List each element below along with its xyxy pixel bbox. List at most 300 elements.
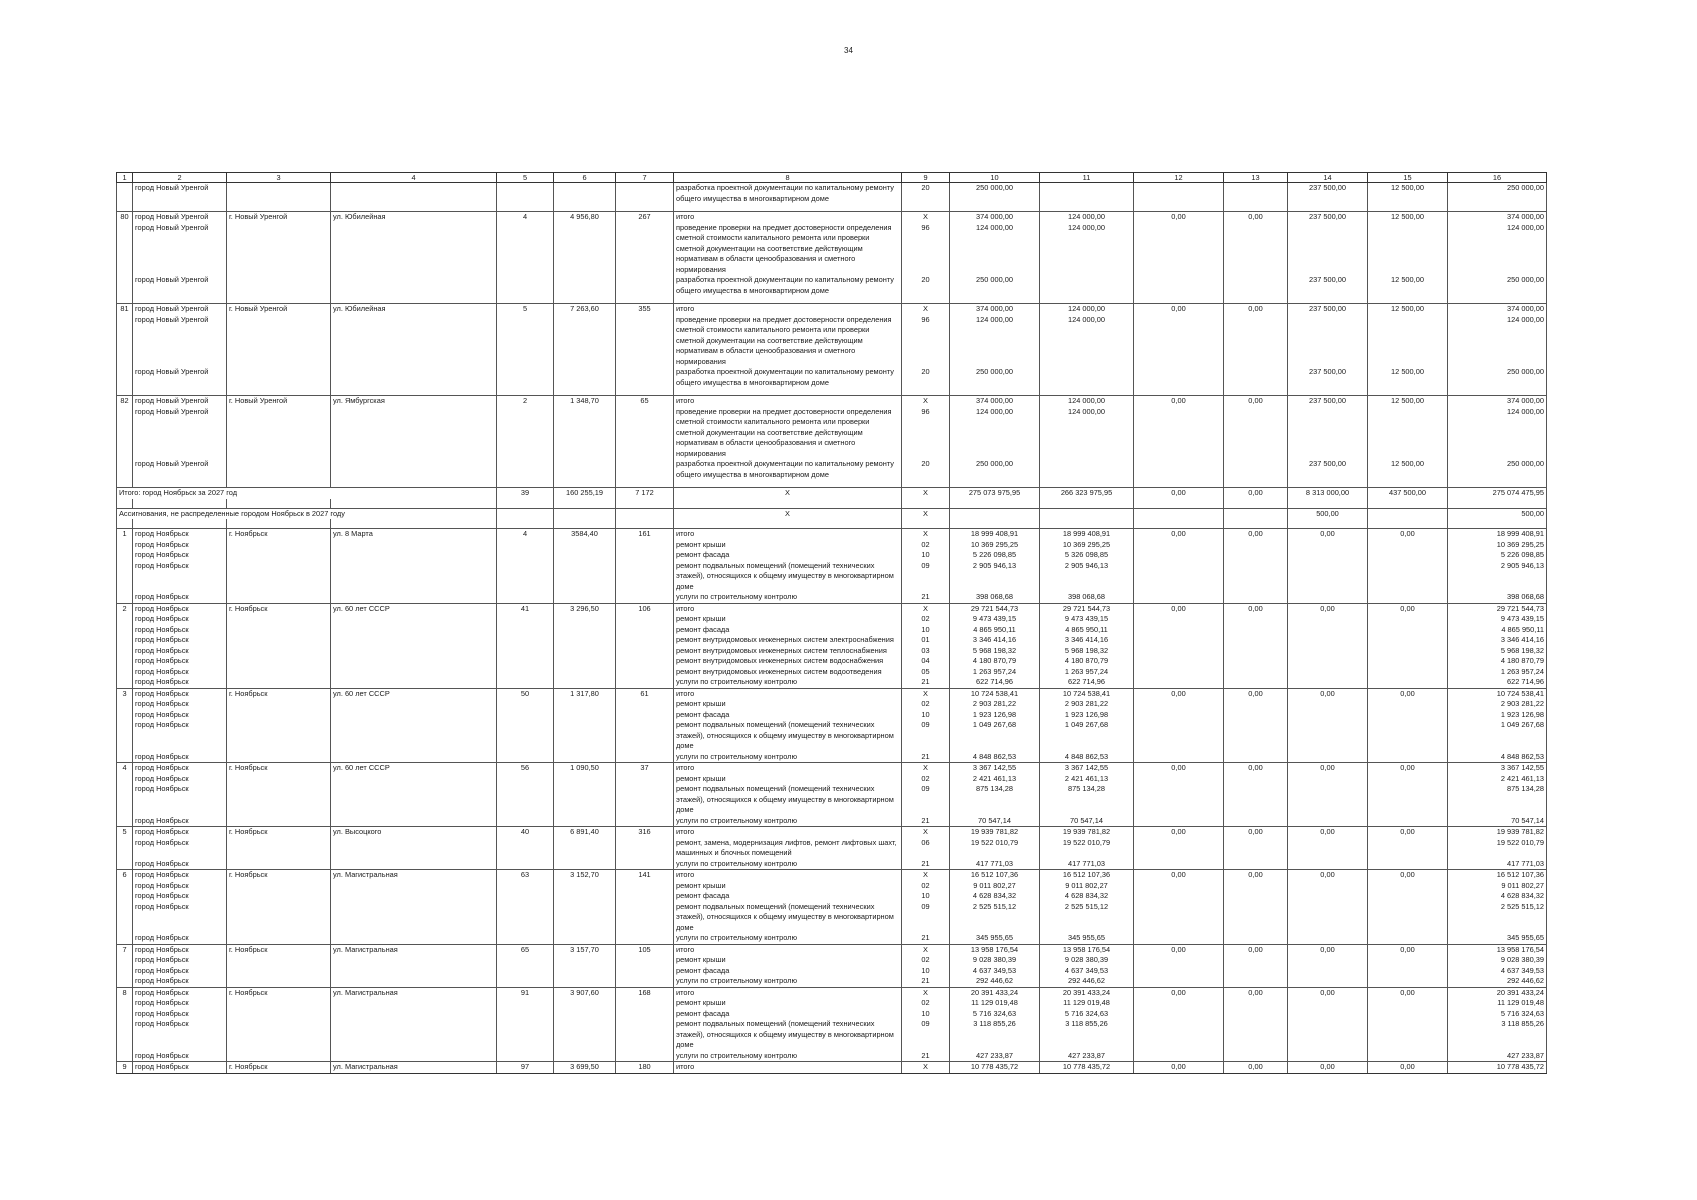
empty-cell bbox=[331, 204, 497, 212]
empty-cell bbox=[902, 499, 950, 509]
local-budget-cell bbox=[1224, 774, 1288, 785]
work-type-cell: итого bbox=[674, 870, 902, 881]
area-cell bbox=[554, 407, 616, 460]
row-number-cell: 3 bbox=[117, 688, 133, 699]
local-budget-cell: 0,00 bbox=[1224, 529, 1288, 540]
area-cell: 7 263,60 bbox=[554, 304, 616, 315]
municipality-cell: город Ноябрьск bbox=[133, 540, 227, 551]
grand-total-cell: 1 923 126,98 bbox=[1448, 710, 1547, 721]
total-cost-cell: 16 512 107,36 bbox=[950, 870, 1040, 881]
work-type-cell: X bbox=[674, 508, 902, 519]
fund-cost-cell: 4 865 950,11 bbox=[1040, 625, 1134, 636]
grand-total-cell: 374 000,00 bbox=[1448, 304, 1547, 315]
column-number: 7 bbox=[616, 173, 674, 183]
total-cost-cell: 374 000,00 bbox=[950, 304, 1040, 315]
settlement-cell bbox=[227, 540, 331, 551]
budget-cost-cell bbox=[1134, 998, 1224, 1009]
local-budget-cell: 0,00 bbox=[1224, 488, 1288, 499]
local-budget-cell bbox=[1224, 699, 1288, 710]
empty-cell bbox=[1368, 204, 1448, 212]
work-code-cell: 96 bbox=[902, 315, 950, 368]
column-number: 12 bbox=[1134, 173, 1224, 183]
local-budget-cell bbox=[1224, 784, 1288, 816]
column-number: 8 bbox=[674, 173, 902, 183]
settlement-cell: г. Ноябрьск bbox=[227, 1062, 331, 1074]
work-code-cell: X bbox=[902, 987, 950, 998]
empty-cell bbox=[1224, 388, 1288, 396]
local-budget-cell bbox=[1224, 592, 1288, 603]
work-code-cell: 02 bbox=[902, 540, 950, 551]
work-code-cell: 21 bbox=[902, 816, 950, 827]
work-type-cell: итого bbox=[674, 987, 902, 998]
area-cell: 1 317,80 bbox=[554, 688, 616, 699]
other-funds-cell: 12 500,00 bbox=[1368, 304, 1448, 315]
street-cell bbox=[331, 699, 497, 710]
total-cost-cell: 4 865 950,11 bbox=[950, 625, 1040, 636]
street-cell: ул. Ямбургская bbox=[331, 396, 497, 407]
settlement-cell bbox=[227, 998, 331, 1009]
other-funds-cell bbox=[1368, 752, 1448, 763]
empty-cell bbox=[331, 519, 497, 529]
fund-cost-cell: 2 905 946,13 bbox=[1040, 561, 1134, 593]
empty-cell bbox=[331, 388, 497, 396]
residents-cell bbox=[616, 1009, 674, 1020]
fund-cost-cell: 4 628 834,32 bbox=[1040, 891, 1134, 902]
budget-cost-cell: 0,00 bbox=[1134, 987, 1224, 998]
area-cell bbox=[554, 838, 616, 859]
work-code-cell: 21 bbox=[902, 1051, 950, 1062]
total-cost-cell: 2 905 946,13 bbox=[950, 561, 1040, 593]
row-number-cell bbox=[117, 667, 133, 678]
work-code-cell: 02 bbox=[902, 998, 950, 1009]
owners-funds-cell: 237 500,00 bbox=[1288, 212, 1368, 223]
local-budget-cell bbox=[1224, 677, 1288, 688]
empty-cell bbox=[1368, 296, 1448, 304]
other-funds-cell: 0,00 bbox=[1368, 987, 1448, 998]
area-cell bbox=[554, 976, 616, 987]
budget-cost-cell: 0,00 bbox=[1134, 1062, 1224, 1074]
house-number-cell: 91 bbox=[497, 987, 554, 998]
work-type-cell: ремонт крыши bbox=[674, 998, 902, 1009]
empty-cell bbox=[133, 296, 227, 304]
settlement-cell bbox=[227, 784, 331, 816]
empty-cell bbox=[117, 204, 133, 212]
municipality-cell: город Ноябрьск bbox=[133, 933, 227, 944]
local-budget-cell bbox=[1224, 998, 1288, 1009]
municipality-cell: город Новый Уренгой bbox=[133, 223, 227, 276]
house-number-cell: 4 bbox=[497, 529, 554, 540]
empty-cell bbox=[1288, 480, 1368, 488]
area-cell: 1 090,50 bbox=[554, 763, 616, 774]
owners-funds-cell: 0,00 bbox=[1288, 944, 1368, 955]
total-cost-cell: 3 346 414,16 bbox=[950, 635, 1040, 646]
empty-cell bbox=[133, 388, 227, 396]
house-number-cell bbox=[497, 592, 554, 603]
row-number-cell bbox=[117, 540, 133, 551]
repair-program-table bbox=[116, 172, 1547, 1074]
area-cell bbox=[554, 592, 616, 603]
settlement-cell bbox=[227, 592, 331, 603]
budget-cost-cell bbox=[1134, 699, 1224, 710]
empty-cell bbox=[950, 519, 1040, 529]
empty-cell bbox=[1368, 388, 1448, 396]
area-cell bbox=[554, 625, 616, 636]
work-type-cell: итого bbox=[674, 944, 902, 955]
budget-cost-cell bbox=[1134, 550, 1224, 561]
settlement-cell bbox=[227, 976, 331, 987]
municipality-cell: город Ноябрьск bbox=[133, 720, 227, 752]
empty-cell bbox=[497, 519, 554, 529]
grand-total-cell: 124 000,00 bbox=[1448, 315, 1547, 368]
fund-cost-cell: 124 000,00 bbox=[1040, 212, 1134, 223]
house-number-cell bbox=[497, 816, 554, 827]
budget-cost-cell bbox=[1134, 1009, 1224, 1020]
total-cost-cell: 374 000,00 bbox=[950, 396, 1040, 407]
house-number-cell bbox=[497, 407, 554, 460]
row-number-cell: 6 bbox=[117, 870, 133, 881]
empty-cell bbox=[117, 296, 133, 304]
settlement-cell bbox=[227, 614, 331, 625]
other-funds-cell: 12 500,00 bbox=[1368, 183, 1448, 205]
budget-cost-cell: 0,00 bbox=[1134, 304, 1224, 315]
empty-cell bbox=[1224, 296, 1288, 304]
house-number-cell: 97 bbox=[497, 1062, 554, 1074]
local-budget-cell bbox=[1224, 407, 1288, 460]
local-budget-cell bbox=[1224, 859, 1288, 870]
municipality-cell: город Новый Уренгой bbox=[133, 275, 227, 296]
work-code-cell: 09 bbox=[902, 902, 950, 934]
other-funds-cell bbox=[1368, 976, 1448, 987]
grand-total-cell: 345 955,65 bbox=[1448, 933, 1547, 944]
fund-cost-cell: 10 369 295,25 bbox=[1040, 540, 1134, 551]
fund-cost-cell: 19 522 010,79 bbox=[1040, 838, 1134, 859]
owners-funds-cell: 0,00 bbox=[1288, 603, 1368, 614]
settlement-cell bbox=[227, 183, 331, 205]
row-number-cell bbox=[117, 459, 133, 480]
settlement-cell: г. Ноябрьск bbox=[227, 763, 331, 774]
row-number-cell: 7 bbox=[117, 944, 133, 955]
owners-funds-cell bbox=[1288, 933, 1368, 944]
owners-funds-cell: 237 500,00 bbox=[1288, 459, 1368, 480]
row-number-cell bbox=[117, 966, 133, 977]
row-number-cell bbox=[117, 646, 133, 657]
municipality-cell: город Ноябрьск bbox=[133, 902, 227, 934]
municipality-cell: город Ноябрьск bbox=[133, 998, 227, 1009]
work-type-cell: ремонт крыши bbox=[674, 881, 902, 892]
total-cost-cell: 275 073 975,95 bbox=[950, 488, 1040, 499]
settlement-cell bbox=[227, 891, 331, 902]
area-cell bbox=[554, 1019, 616, 1051]
residents-cell: 180 bbox=[616, 1062, 674, 1074]
grand-total-cell: 5 716 324,63 bbox=[1448, 1009, 1547, 1020]
total-cost-cell: 5 716 324,63 bbox=[950, 1009, 1040, 1020]
budget-cost-cell bbox=[1134, 367, 1224, 388]
work-code-cell: X bbox=[902, 688, 950, 699]
other-funds-cell bbox=[1368, 677, 1448, 688]
work-item-row bbox=[117, 838, 1547, 859]
area-cell bbox=[554, 367, 616, 388]
residents-cell bbox=[616, 561, 674, 593]
settlement-cell bbox=[227, 838, 331, 859]
area-cell bbox=[554, 881, 616, 892]
total-cost-cell: 250 000,00 bbox=[950, 459, 1040, 480]
work-type-cell: ремонт подвальных помещений (помещений технических этажей), относящихся к общему имуществу в многоквартирном доме bbox=[674, 720, 902, 752]
grand-total-cell: 398 068,68 bbox=[1448, 592, 1547, 603]
street-cell: ул. Магистральная bbox=[331, 944, 497, 955]
grand-total-cell: 18 999 408,91 bbox=[1448, 529, 1547, 540]
total-cost-cell: 292 446,62 bbox=[950, 976, 1040, 987]
local-budget-cell: 0,00 bbox=[1224, 212, 1288, 223]
work-type-cell: итого bbox=[674, 1062, 902, 1074]
settlement-cell bbox=[227, 367, 331, 388]
street-cell bbox=[331, 367, 497, 388]
owners-funds-cell: 0,00 bbox=[1288, 688, 1368, 699]
other-funds-cell bbox=[1368, 720, 1448, 752]
work-type-cell: ремонт фасада bbox=[674, 891, 902, 902]
spacer-row bbox=[117, 519, 1547, 529]
work-code-cell: 10 bbox=[902, 1009, 950, 1020]
owners-funds-cell bbox=[1288, 1051, 1368, 1062]
area-cell bbox=[554, 710, 616, 721]
settlement-cell bbox=[227, 646, 331, 657]
budget-cost-cell bbox=[1134, 955, 1224, 966]
grand-total-cell: 875 134,28 bbox=[1448, 784, 1547, 816]
other-funds-cell: 0,00 bbox=[1368, 529, 1448, 540]
area-cell bbox=[554, 677, 616, 688]
other-funds-cell bbox=[1368, 315, 1448, 368]
empty-cell bbox=[1134, 519, 1224, 529]
empty-cell bbox=[1134, 204, 1224, 212]
owners-funds-cell: 0,00 bbox=[1288, 987, 1368, 998]
fund-cost-cell: 20 391 433,24 bbox=[1040, 987, 1134, 998]
work-code-cell: 09 bbox=[902, 720, 950, 752]
other-funds-cell bbox=[1368, 656, 1448, 667]
municipality-cell: город Ноябрьск bbox=[133, 646, 227, 657]
street-cell: ул. 60 лет СССР bbox=[331, 688, 497, 699]
row-number-cell bbox=[117, 223, 133, 276]
municipality-cell: город Ноябрьск bbox=[133, 688, 227, 699]
local-budget-cell bbox=[1224, 1051, 1288, 1062]
row-number-cell bbox=[117, 998, 133, 1009]
house-number-cell bbox=[497, 784, 554, 816]
fund-cost-cell: 9 473 439,15 bbox=[1040, 614, 1134, 625]
local-budget-cell: 0,00 bbox=[1224, 304, 1288, 315]
settlement-cell: г. Новый Уренгой bbox=[227, 304, 331, 315]
budget-cost-cell bbox=[1134, 625, 1224, 636]
residents-cell bbox=[616, 646, 674, 657]
street-cell: ул. Юбилейная bbox=[331, 304, 497, 315]
house-number-cell bbox=[497, 614, 554, 625]
local-budget-cell bbox=[1224, 508, 1288, 519]
house-number-cell bbox=[497, 1019, 554, 1051]
work-type-cell: проведение проверки на предмет достоверности определения сметной стоимости капитального ремонта или проверки сметной документации на соответствие действующим нормативам в области ценообразования и сметного нормирования bbox=[674, 315, 902, 368]
settlement-cell bbox=[227, 955, 331, 966]
residents-cell: 267 bbox=[616, 212, 674, 223]
work-type-cell: ремонт подвальных помещений (помещений технических этажей), относящихся к общему имуществу в многоквартирном доме bbox=[674, 1019, 902, 1051]
work-item-row bbox=[117, 720, 1547, 752]
empty-cell bbox=[1224, 519, 1288, 529]
residents-cell bbox=[616, 275, 674, 296]
local-budget-cell bbox=[1224, 838, 1288, 859]
house-number-cell bbox=[497, 881, 554, 892]
settlement-cell bbox=[227, 902, 331, 934]
municipality-cell: город Ноябрьск bbox=[133, 625, 227, 636]
municipality-cell: город Новый Уренгой bbox=[133, 304, 227, 315]
empty-cell bbox=[117, 519, 133, 529]
empty-cell bbox=[902, 296, 950, 304]
row-number-cell bbox=[117, 784, 133, 816]
fund-cost-cell bbox=[1040, 459, 1134, 480]
other-funds-cell bbox=[1368, 710, 1448, 721]
work-item-row bbox=[117, 315, 1547, 368]
residents-cell: 316 bbox=[616, 827, 674, 838]
owners-funds-cell bbox=[1288, 998, 1368, 1009]
work-code-cell: X bbox=[902, 488, 950, 499]
municipality-cell: город Ноябрьск bbox=[133, 529, 227, 540]
fund-cost-cell: 3 118 855,26 bbox=[1040, 1019, 1134, 1051]
total-cost-cell: 4 848 862,53 bbox=[950, 752, 1040, 763]
settlement-cell: г. Новый Уренгой bbox=[227, 212, 331, 223]
fund-cost-cell bbox=[1040, 367, 1134, 388]
house-number-cell bbox=[497, 976, 554, 987]
municipality-cell: город Ноябрьск bbox=[133, 603, 227, 614]
work-code-cell: 20 bbox=[902, 367, 950, 388]
house-number-cell bbox=[497, 275, 554, 296]
house-total-row bbox=[117, 304, 1547, 315]
row-number-cell bbox=[117, 1019, 133, 1051]
row-number-cell: 5 bbox=[117, 827, 133, 838]
area-cell bbox=[554, 955, 616, 966]
work-item-row bbox=[117, 966, 1547, 977]
row-number-cell bbox=[117, 752, 133, 763]
budget-cost-cell bbox=[1134, 720, 1224, 752]
row-number-cell: 9 bbox=[117, 1062, 133, 1074]
fund-cost-cell: 1 923 126,98 bbox=[1040, 710, 1134, 721]
local-budget-cell bbox=[1224, 752, 1288, 763]
total-cost-cell: 10 369 295,25 bbox=[950, 540, 1040, 551]
residents-cell bbox=[616, 625, 674, 636]
local-budget-cell: 0,00 bbox=[1224, 763, 1288, 774]
work-type-cell: ремонт крыши bbox=[674, 955, 902, 966]
budget-cost-cell bbox=[1134, 933, 1224, 944]
work-type-cell: ремонт фасада bbox=[674, 710, 902, 721]
street-cell bbox=[331, 315, 497, 368]
work-type-cell: услуги по строительному контролю bbox=[674, 592, 902, 603]
settlement-cell bbox=[227, 1009, 331, 1020]
other-funds-cell bbox=[1368, 540, 1448, 551]
house-number-cell bbox=[497, 561, 554, 593]
grand-total-cell: 1 263 957,24 bbox=[1448, 667, 1547, 678]
area-cell bbox=[554, 550, 616, 561]
empty-cell bbox=[1368, 519, 1448, 529]
residents-cell bbox=[616, 710, 674, 721]
residents-cell bbox=[616, 933, 674, 944]
empty-cell bbox=[674, 204, 902, 212]
house-number-cell bbox=[497, 710, 554, 721]
owners-funds-cell: 0,00 bbox=[1288, 1062, 1368, 1074]
empty-cell bbox=[674, 296, 902, 304]
fund-cost-cell: 5 326 098,85 bbox=[1040, 550, 1134, 561]
owners-funds-cell bbox=[1288, 902, 1368, 934]
budget-cost-cell: 0,00 bbox=[1134, 763, 1224, 774]
other-funds-cell: 0,00 bbox=[1368, 763, 1448, 774]
fund-cost-cell: 19 939 781,82 bbox=[1040, 827, 1134, 838]
work-type-cell: ремонт внутридомовых инженерных систем электроснабжения bbox=[674, 635, 902, 646]
owners-funds-cell bbox=[1288, 1019, 1368, 1051]
house-number-cell bbox=[497, 859, 554, 870]
budget-cost-cell: 0,00 bbox=[1134, 688, 1224, 699]
empty-cell bbox=[902, 480, 950, 488]
budget-cost-cell bbox=[1134, 592, 1224, 603]
area-cell: 1 348,70 bbox=[554, 396, 616, 407]
other-funds-cell bbox=[1368, 561, 1448, 593]
column-number: 15 bbox=[1368, 173, 1448, 183]
area-cell: 4 956,80 bbox=[554, 212, 616, 223]
work-code-cell: 20 bbox=[902, 183, 950, 205]
municipality-cell: город Новый Уренгой bbox=[133, 315, 227, 368]
residents-cell bbox=[616, 752, 674, 763]
grand-total-cell: 10 778 435,72 bbox=[1448, 1062, 1547, 1074]
work-item-row bbox=[117, 881, 1547, 892]
row-number-cell bbox=[117, 933, 133, 944]
empty-cell bbox=[227, 204, 331, 212]
total-cost-cell: 19 939 781,82 bbox=[950, 827, 1040, 838]
row-number-cell bbox=[117, 720, 133, 752]
budget-cost-cell bbox=[1134, 646, 1224, 657]
work-type-cell: ремонт, замена, модернизация лифтов, ремонт лифтовых шахт, машинных и блочных помещений bbox=[674, 838, 902, 859]
area-cell bbox=[554, 774, 616, 785]
local-budget-cell: 0,00 bbox=[1224, 396, 1288, 407]
work-type-cell: услуги по строительному контролю bbox=[674, 752, 902, 763]
fund-cost-cell: 4 180 870,79 bbox=[1040, 656, 1134, 667]
other-funds-cell bbox=[1368, 784, 1448, 816]
budget-cost-cell bbox=[1134, 614, 1224, 625]
work-code-cell: 05 bbox=[902, 667, 950, 678]
fund-cost-cell: 292 446,62 bbox=[1040, 976, 1134, 987]
owners-funds-cell: 0,00 bbox=[1288, 827, 1368, 838]
row-number-cell bbox=[117, 1051, 133, 1062]
house-number-cell bbox=[497, 752, 554, 763]
local-budget-cell bbox=[1224, 902, 1288, 934]
local-budget-cell: 0,00 bbox=[1224, 987, 1288, 998]
area-cell bbox=[554, 720, 616, 752]
fund-cost-cell: 10 724 538,41 bbox=[1040, 688, 1134, 699]
street-cell bbox=[331, 592, 497, 603]
column-number: 9 bbox=[902, 173, 950, 183]
work-type-cell: итого bbox=[674, 827, 902, 838]
house-total-row bbox=[117, 396, 1547, 407]
row-number-cell bbox=[117, 550, 133, 561]
municipality-cell: город Ноябрьск bbox=[133, 784, 227, 816]
owners-funds-cell bbox=[1288, 407, 1368, 460]
total-cost-cell: 13 958 176,54 bbox=[950, 944, 1040, 955]
other-funds-cell bbox=[1368, 223, 1448, 276]
work-code-cell: X bbox=[902, 212, 950, 223]
budget-cost-cell bbox=[1134, 540, 1224, 551]
budget-cost-cell bbox=[1134, 635, 1224, 646]
fund-cost-cell: 3 367 142,55 bbox=[1040, 763, 1134, 774]
row-number-cell: 8 bbox=[117, 987, 133, 998]
work-item-row bbox=[117, 625, 1547, 636]
empty-cell bbox=[1448, 480, 1547, 488]
total-cost-cell: 20 391 433,24 bbox=[950, 987, 1040, 998]
owners-funds-cell bbox=[1288, 540, 1368, 551]
other-funds-cell: 12 500,00 bbox=[1368, 367, 1448, 388]
fund-cost-cell: 2 525 515,12 bbox=[1040, 902, 1134, 934]
row-number-cell: 80 bbox=[117, 212, 133, 223]
street-cell bbox=[331, 881, 497, 892]
house-number-cell bbox=[497, 966, 554, 977]
